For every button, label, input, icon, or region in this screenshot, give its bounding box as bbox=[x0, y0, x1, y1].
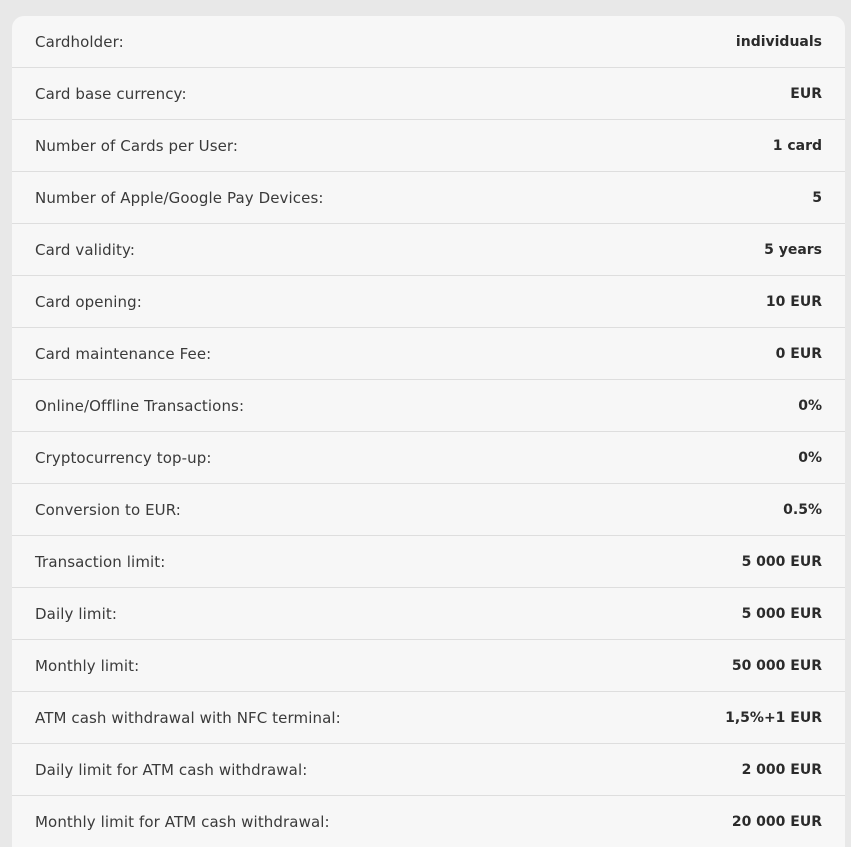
table-row bbox=[12, 640, 845, 692]
row-value: 5 000 EUR bbox=[741, 553, 822, 570]
row-value: individuals bbox=[735, 33, 822, 50]
row-label: Monthly limit for ATM cash withdrawal: bbox=[35, 812, 330, 831]
row-value: 5 000 EUR bbox=[741, 605, 822, 622]
row-label: Transaction limit: bbox=[35, 552, 166, 571]
row-label: Card base currency: bbox=[35, 84, 187, 103]
table-row bbox=[12, 484, 845, 536]
row-label: Daily limit for ATM cash withdrawal: bbox=[35, 760, 308, 779]
row-label: Daily limit: bbox=[35, 604, 117, 623]
row-value: 5 bbox=[812, 189, 822, 206]
table-row bbox=[12, 744, 845, 796]
row-label: Conversion to EUR: bbox=[35, 500, 181, 519]
table-row bbox=[12, 120, 845, 172]
row-value: 50 000 EUR bbox=[731, 657, 822, 674]
row-label: Card maintenance Fee: bbox=[35, 344, 212, 363]
row-label: Monthly limit: bbox=[35, 656, 140, 675]
table-row bbox=[12, 328, 845, 380]
table-row bbox=[12, 224, 845, 276]
table-row bbox=[12, 16, 845, 68]
table-row bbox=[12, 692, 845, 744]
row-value: 0 EUR bbox=[775, 345, 822, 362]
table-row bbox=[12, 432, 845, 484]
table-row bbox=[12, 588, 845, 640]
row-label: Card validity: bbox=[35, 240, 136, 259]
row-value: 0% bbox=[798, 397, 822, 414]
card-conditions-table bbox=[12, 16, 845, 847]
row-label: Online/Offline Transactions: bbox=[35, 396, 245, 415]
row-value: 1 card bbox=[772, 137, 822, 154]
row-value: 20 000 EUR bbox=[731, 813, 822, 830]
table-row bbox=[12, 172, 845, 224]
row-value: 1,5%+1 EUR bbox=[725, 709, 822, 726]
row-label: ATM cash withdrawal with NFC terminal: bbox=[35, 708, 341, 727]
row-label: Number of Apple/Google Pay Devices: bbox=[35, 188, 324, 207]
table-row bbox=[12, 68, 845, 120]
table-row bbox=[12, 276, 845, 328]
row-value: 5 years bbox=[764, 241, 822, 258]
row-value: 10 EUR bbox=[765, 293, 822, 310]
row-value: 2 000 EUR bbox=[741, 761, 822, 778]
row-label: Number of Cards per User: bbox=[35, 136, 239, 155]
row-label: Cryptocurrency top-up: bbox=[35, 448, 212, 467]
table-row bbox=[12, 380, 845, 432]
row-value: 0% bbox=[798, 449, 822, 466]
row-label: Card opening: bbox=[35, 292, 142, 311]
row-value: 0.5% bbox=[783, 501, 822, 518]
row-label: Cardholder: bbox=[35, 32, 124, 51]
row-value: EUR bbox=[790, 85, 822, 102]
table-row bbox=[12, 796, 845, 847]
table-row bbox=[12, 536, 845, 588]
